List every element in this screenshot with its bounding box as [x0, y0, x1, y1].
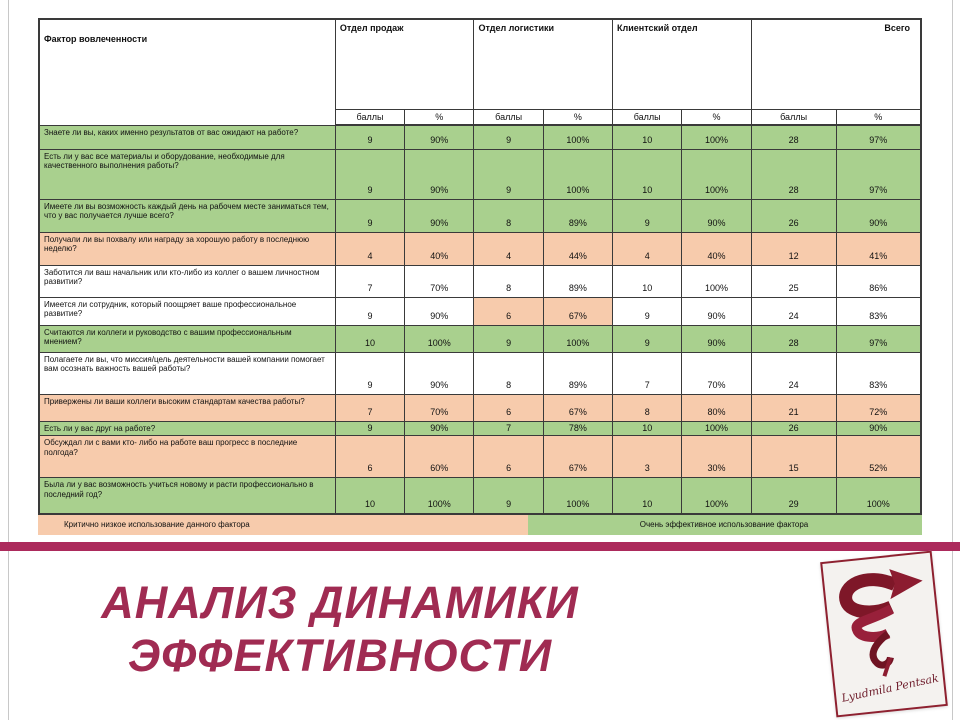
question-cell: Была ли у вас возможность учиться новому и расти профессионально в последний год?: [39, 478, 335, 514]
table-body: [39, 125, 921, 514]
percent-cell: 90%: [405, 352, 474, 394]
points-cell: 9: [335, 199, 404, 232]
percent-cell: 100%: [543, 478, 612, 514]
question-cell: Заботится ли ваш начальник или кто-либо из коллег о вашем личностном развитии?: [39, 265, 335, 297]
table-header-row: [39, 19, 921, 109]
slide-title-line2: ЭФФЕКТИВНОСТИ: [127, 630, 553, 682]
percent-cell: 90%: [405, 149, 474, 199]
points-cell: 9: [474, 325, 543, 352]
question-cell: Считаются ли коллеги и руководство с вашим профессиональным мнением?: [39, 325, 335, 352]
question-cell: Обсуждал ли с вами кто- либо на работе ваш прогресс в последние полгода?: [39, 436, 335, 478]
percent-cell: 40%: [405, 232, 474, 265]
subheader-points: баллы: [613, 109, 682, 125]
points-cell: 4: [613, 232, 682, 265]
percent-cell: 60%: [405, 436, 474, 478]
points-cell: 7: [335, 394, 404, 421]
percent-cell: 70%: [405, 394, 474, 421]
table-row: [39, 199, 921, 232]
points-cell: 10: [613, 478, 682, 514]
points-cell: 24: [751, 297, 836, 325]
points-cell: 29: [751, 478, 836, 514]
percent-cell: 90%: [682, 199, 751, 232]
points-cell: 9: [335, 421, 404, 436]
points-cell: 7: [335, 265, 404, 297]
percent-cell: 89%: [543, 265, 612, 297]
points-cell: 9: [335, 297, 404, 325]
percent-cell: 70%: [682, 352, 751, 394]
table-row: [39, 436, 921, 478]
points-cell: 21: [751, 394, 836, 421]
question-cell: Привержены ли ваши коллеги высоким стандартам качества работы?: [39, 394, 335, 421]
percent-cell: 90%: [405, 421, 474, 436]
percent-cell: 90%: [836, 199, 921, 232]
points-cell: 4: [474, 232, 543, 265]
table-row: [39, 478, 921, 514]
table-legend: [38, 515, 922, 535]
question-cell: Есть ли у вас все материалы и оборудование, необходимые для качественного выполнения работы?: [39, 149, 335, 199]
points-cell: 10: [335, 478, 404, 514]
points-cell: 10: [613, 265, 682, 297]
percent-cell: 100%: [682, 149, 751, 199]
group-header-client: Клиентский отдел: [613, 19, 752, 109]
slide-frame-line-left: [8, 0, 9, 720]
percent-cell: 44%: [543, 232, 612, 265]
percent-cell: 97%: [836, 149, 921, 199]
points-cell: 8: [613, 394, 682, 421]
percent-cell: 97%: [836, 125, 921, 149]
factor-header: Фактор вовлеченности: [39, 19, 335, 125]
percent-cell: 83%: [836, 352, 921, 394]
percent-cell: 90%: [682, 297, 751, 325]
percent-cell: 80%: [682, 394, 751, 421]
percent-cell: 100%: [682, 125, 751, 149]
points-cell: 9: [613, 199, 682, 232]
question-cell: Есть ли у вас друг на работе?: [39, 421, 335, 436]
percent-cell: 97%: [836, 325, 921, 352]
points-cell: 8: [474, 199, 543, 232]
percent-cell: 100%: [682, 421, 751, 436]
points-cell: 15: [751, 436, 836, 478]
divider-bar: [0, 542, 960, 551]
percent-cell: 52%: [836, 436, 921, 478]
percent-cell: 72%: [836, 394, 921, 421]
points-cell: 28: [751, 325, 836, 352]
table-row: [39, 149, 921, 199]
slide-title-line1: АНАЛИЗ ДИНАМИКИ: [101, 577, 579, 628]
question-cell: Имеется ли сотрудник, который поощряет ваше профессиональное развитие?: [39, 297, 335, 325]
percent-cell: 100%: [405, 325, 474, 352]
points-cell: 9: [335, 125, 404, 149]
percent-cell: 100%: [405, 478, 474, 514]
percent-cell: 90%: [405, 125, 474, 149]
question-cell: Полагаете ли вы, что миссия/цель деятельности вашей компании помогает вам осознать важность вашей работы?: [39, 352, 335, 394]
percent-cell: 90%: [836, 421, 921, 436]
percent-cell: 67%: [543, 297, 612, 325]
percent-cell: 40%: [682, 232, 751, 265]
percent-cell: 100%: [682, 478, 751, 514]
logo-signature: Lyudmila Pentsak: [840, 671, 940, 705]
subheader-percent: %: [543, 109, 612, 125]
table-row: [39, 125, 921, 149]
percent-cell: 67%: [543, 394, 612, 421]
percent-cell: 70%: [405, 265, 474, 297]
table-row: [39, 352, 921, 394]
percent-cell: 30%: [682, 436, 751, 478]
percent-cell: 67%: [543, 436, 612, 478]
table-row: [39, 421, 921, 436]
percent-cell: 100%: [543, 325, 612, 352]
engagement-table: [38, 18, 922, 515]
points-cell: 7: [613, 352, 682, 394]
legend-critical-low: Критично низкое использование данного фактора: [38, 515, 528, 535]
table-row: [39, 394, 921, 421]
points-cell: 9: [613, 297, 682, 325]
points-cell: 9: [335, 149, 404, 199]
points-cell: 3: [613, 436, 682, 478]
points-cell: 8: [474, 265, 543, 297]
points-cell: 9: [474, 478, 543, 514]
group-header-total: Всего: [751, 19, 921, 109]
percent-cell: 78%: [543, 421, 612, 436]
points-cell: 6: [474, 436, 543, 478]
legend-very-effective: Очень эффективное использование фактора: [528, 515, 922, 535]
points-cell: 9: [474, 125, 543, 149]
group-header-logistics: Отдел логистики: [474, 19, 613, 109]
percent-cell: 100%: [682, 265, 751, 297]
percent-cell: 100%: [836, 478, 921, 514]
points-cell: 10: [335, 325, 404, 352]
subheader-points: баллы: [335, 109, 404, 125]
percent-cell: 89%: [543, 352, 612, 394]
percent-cell: 83%: [836, 297, 921, 325]
question-cell: Знаете ли вы, каких именно результатов от вас ожидают на работе?: [39, 125, 335, 149]
subheader-percent: %: [682, 109, 751, 125]
points-cell: 9: [335, 352, 404, 394]
subheader-percent: %: [836, 109, 921, 125]
subheader-points: баллы: [751, 109, 836, 125]
points-cell: 25: [751, 265, 836, 297]
table-row: [39, 265, 921, 297]
points-cell: 28: [751, 125, 836, 149]
points-cell: 4: [335, 232, 404, 265]
subheader-points: баллы: [474, 109, 543, 125]
group-header-sales: Отдел продаж: [335, 19, 474, 109]
points-cell: 6: [474, 394, 543, 421]
points-cell: 10: [613, 149, 682, 199]
percent-cell: 41%: [836, 232, 921, 265]
subheader-percent: %: [405, 109, 474, 125]
slide-title: [30, 576, 650, 682]
percent-cell: 100%: [543, 149, 612, 199]
percent-cell: 90%: [682, 325, 751, 352]
engagement-table-wrap: [38, 18, 922, 535]
table-row: [39, 325, 921, 352]
percent-cell: 90%: [405, 199, 474, 232]
points-cell: 26: [751, 199, 836, 232]
ribbon-spiral-arrow-icon: [831, 560, 935, 685]
points-cell: 8: [474, 352, 543, 394]
table-row: [39, 232, 921, 265]
percent-cell: 89%: [543, 199, 612, 232]
points-cell: 12: [751, 232, 836, 265]
points-cell: 24: [751, 352, 836, 394]
points-cell: 10: [613, 421, 682, 436]
percent-cell: 90%: [405, 297, 474, 325]
points-cell: 6: [335, 436, 404, 478]
points-cell: 28: [751, 149, 836, 199]
points-cell: 9: [474, 149, 543, 199]
logo-card: [820, 551, 948, 718]
question-cell: Получали ли вы похвалу или награду за хорошую работу в последнюю неделю?: [39, 232, 335, 265]
points-cell: 10: [613, 125, 682, 149]
slide-frame-line-right: [952, 0, 953, 720]
table-row: [39, 297, 921, 325]
points-cell: 26: [751, 421, 836, 436]
percent-cell: 86%: [836, 265, 921, 297]
question-cell: Имеете ли вы возможность каждый день на рабочем месте заниматься тем, что у вас получается лучше всего?: [39, 199, 335, 232]
points-cell: 9: [613, 325, 682, 352]
points-cell: 6: [474, 297, 543, 325]
percent-cell: 100%: [543, 125, 612, 149]
points-cell: 7: [474, 421, 543, 436]
